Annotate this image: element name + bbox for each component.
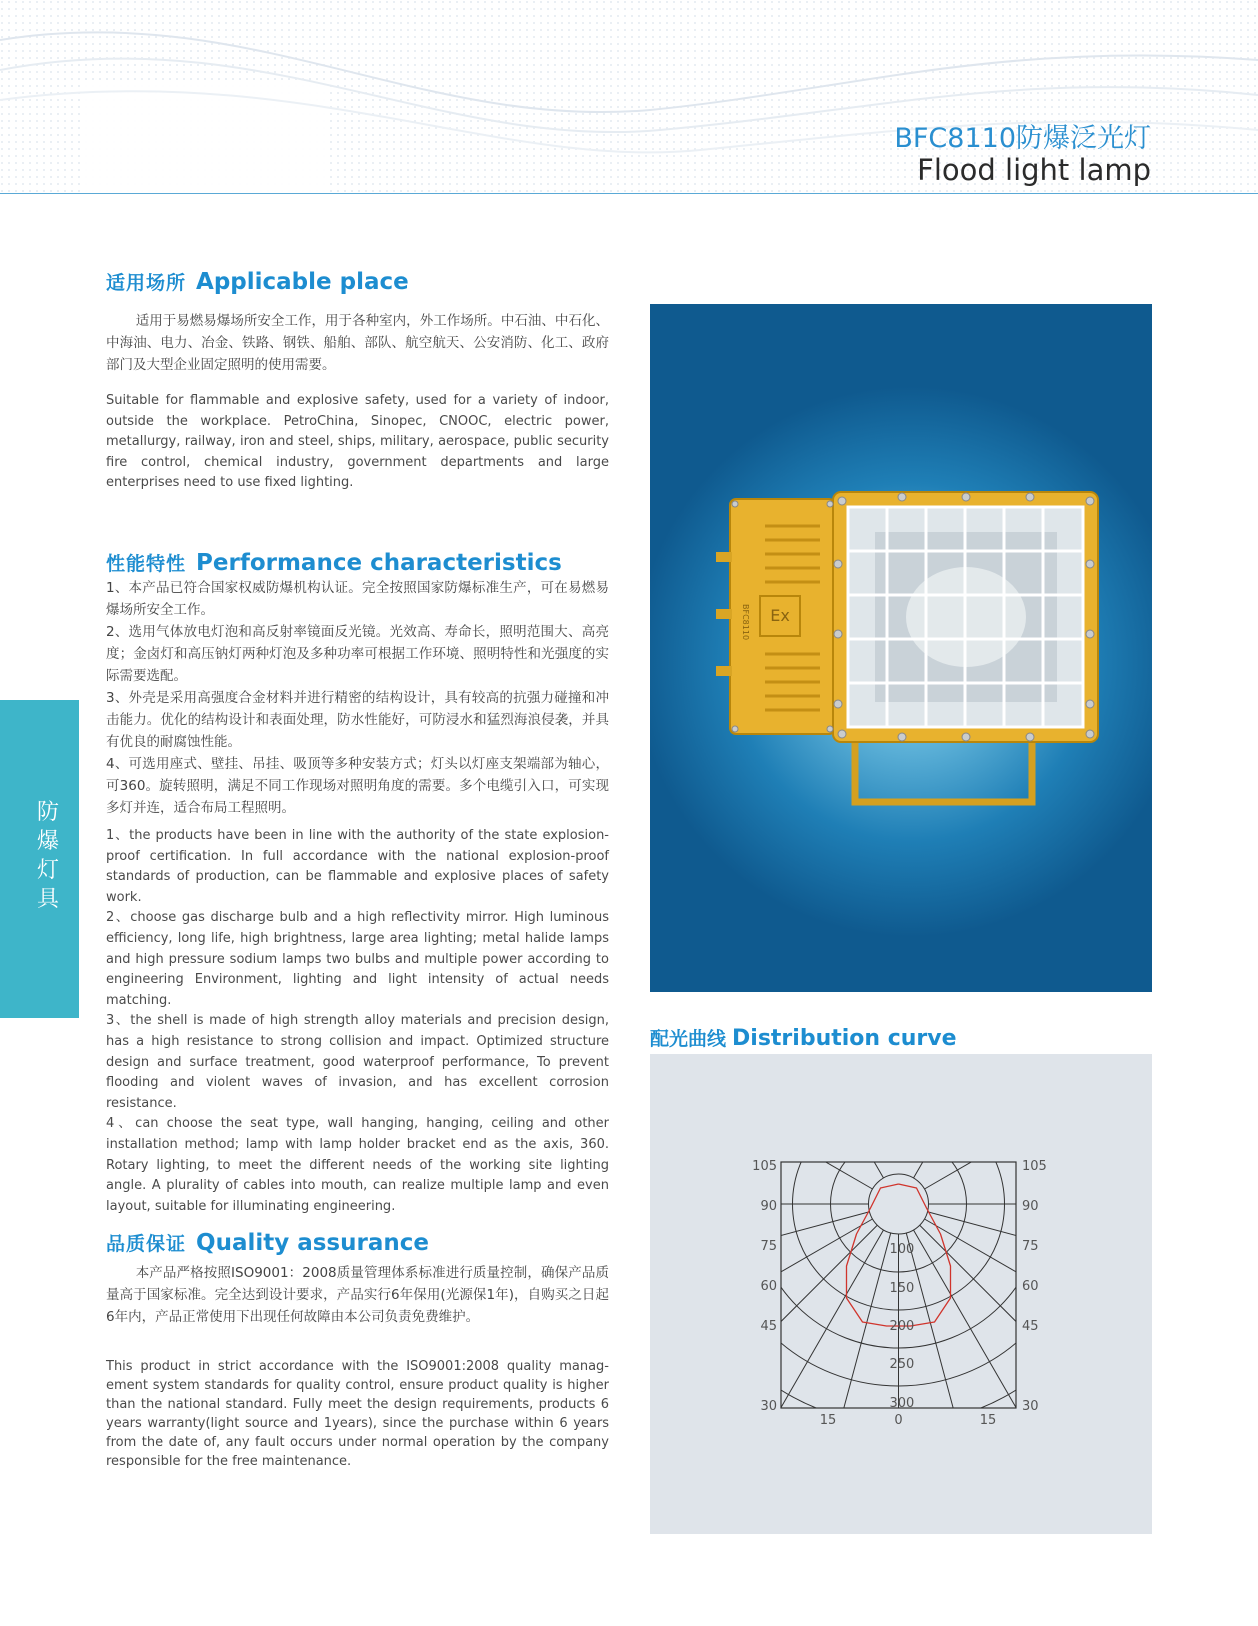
performance-heading-cn: 性能特性 bbox=[106, 553, 187, 575]
performance-item-en: 3、the shell is made of high strength alloy materials and precision design, has a high resistance to strong collision and impact. Optimized structure design and surface treatment, good waterproof performance, To prevent flooding and violent waves of invasion, and has excellent corrosion resistance. bbox=[106, 1013, 609, 1111]
applicable-heading-en: Applicable place bbox=[196, 269, 409, 295]
angle-label-left: 45 bbox=[760, 1319, 777, 1334]
performance-heading bbox=[106, 549, 562, 576]
distribution-panel bbox=[650, 1054, 1152, 1534]
angle-label-left: 30 bbox=[760, 1399, 777, 1414]
quality-text-cn: 本产品严格按照ISO9001：2008质量管理体系标准进行质量控制，确保产品质量高于国家标准。完全达到设计要求，产品实行6年保用(光源保1年)，自购买之日起6年内，产品正常使用下出现任何故障由本公司负责免费维护。 bbox=[106, 1265, 609, 1325]
polar-spoke bbox=[914, 1054, 999, 1178]
performance-item-cn: 3、外壳是采用高强度合金材料并进行精密的结构设计，具有较高的抗强力碰撞和冲击能力。优化的结构设计和表面处理，防水性能好，可防浸水和猛烈海浪侵袭，并具有优良的耐腐蚀性能。 bbox=[106, 690, 609, 750]
quality-heading bbox=[106, 1229, 429, 1256]
polar-spoke bbox=[725, 1104, 872, 1189]
polar-spoke bbox=[927, 1212, 1152, 1308]
distribution-heading-en: Distribution curve bbox=[732, 1026, 957, 1051]
flood-light-illustration bbox=[650, 304, 1152, 992]
bottom-angle-label: 15 bbox=[819, 1413, 837, 1428]
polar-spoke bbox=[650, 1225, 877, 1487]
polar-spoke bbox=[699, 1230, 884, 1534]
applicable-text-en: Suitable for flammable and explosive safety, used for a variety of indoor, outside the workplace. PetroChina, Sinopec, CNOOC, electric power, metallurgy, railway, iron and steel, ships, military, aerospace, public security fire control, chemical industry, government departments and large enterprises need to use fixed lighting. bbox=[106, 393, 609, 491]
polar-spoke bbox=[906, 1233, 1002, 1534]
side-tab-char: 防 bbox=[36, 800, 59, 825]
polar-spoke bbox=[914, 1230, 1099, 1534]
quality-text-en: This product in strict accordance with the ISO9001:2008 quality manag-ement system standards for quality control, ensure product quality is higher than the national standard. Fully meet the design requirements, products 6 years warranty(light source and 1years), since the purchase within 6 years from the date of, any fault occurs under normal operation by the company responsible for the free maintenance. bbox=[106, 1359, 609, 1469]
angle-label-right: 75 bbox=[1022, 1239, 1039, 1254]
polar-spoke bbox=[920, 1225, 1152, 1487]
performance-item-en: 4、can choose the seat type, wall hanging, hanging, ceiling and other installation method; lamp with lamp holder bracket end as the axis, 360. Rotary lighting, to meet the different needs of the working site lighting angle. A plurality of cables into mouth, can realize multiple lamp and even layout, suitable for illuminating engineering. bbox=[106, 1116, 609, 1214]
angle-label-right: 30 bbox=[1022, 1399, 1039, 1414]
angle-label-left: 90 bbox=[760, 1199, 777, 1214]
performance-item-cn: 2、选用气体放电灯泡和高反射率镜面反光镜。光效高、寿命长，照明范围大、高亮度；金卤灯和高压钠灯两种灯泡及多种功率可根据工作环境、照明特性和光强度的实际需要选配。 bbox=[106, 624, 609, 684]
angle-label-right: 60 bbox=[1022, 1279, 1039, 1294]
performance-list-en bbox=[106, 826, 609, 1217]
distribution-heading-cn: 配光曲线 bbox=[650, 1028, 727, 1050]
intensity-label: 250 bbox=[889, 1357, 915, 1372]
polar-spoke bbox=[795, 1233, 891, 1534]
side-tab-char: 具 bbox=[36, 887, 59, 912]
polar-spoke bbox=[799, 1054, 884, 1178]
bottom-angle-label: 0 bbox=[894, 1413, 903, 1428]
product-title-cn: BFC8110防爆泛光灯 bbox=[894, 123, 1151, 154]
lamp-side-text: BFC8110 bbox=[741, 604, 750, 641]
quality-heading-cn: 品质保证 bbox=[106, 1233, 187, 1255]
angle-label-right: 90 bbox=[1022, 1199, 1039, 1214]
angle-label-right: 45 bbox=[1022, 1319, 1039, 1334]
performance-heading-en: Performance characteristics bbox=[196, 550, 562, 576]
intensity-label: 100 bbox=[889, 1242, 915, 1257]
angle-label-left: 75 bbox=[760, 1239, 777, 1254]
intensity-label: 300 bbox=[889, 1396, 915, 1411]
side-tab-char: 爆 bbox=[36, 829, 59, 854]
polar-spoke bbox=[924, 1104, 1071, 1189]
applicable-text-cn: 适用于易燃易爆场所安全工作，用于各种室内，外工作场所。中石油、中石化、中海油、电力、冶金、铁路、钢铁、船舶、部队、航空航天、公安消防、化工、政府部门及大型企业固定照明的使用需要。 bbox=[106, 313, 609, 373]
category-side-tab bbox=[0, 700, 79, 1018]
distribution-heading bbox=[650, 1024, 957, 1051]
performance-item-en: 1、the products have been in line with the authority of the state explosion-proof certification. In full accordance with the national explosion-proof standards of production, can be flammable and explosive places of safety work. bbox=[106, 828, 609, 905]
applicable-heading-cn: 适用场所 bbox=[106, 272, 187, 294]
performance-item-cn: 1、本产品已符合国家权威防爆机构认证。完全按照国家防爆标准生产，可在易燃易爆场所安全工作。 bbox=[106, 580, 609, 618]
performance-list-cn bbox=[106, 577, 609, 819]
angle-label-left: 60 bbox=[760, 1279, 777, 1294]
angle-label-left: 105 bbox=[752, 1159, 777, 1174]
performance-item-en: 2、choose gas discharge bulb and a high reflectivity mirror. High luminous efficiency, long life, high brightness, large area lighting; metal halide lamps and high pressure sodium lamps two bulbs and multiple power according to engineering Environment, lighting and light intensity of actual needs matching. bbox=[106, 910, 609, 1008]
angle-label-right: 105 bbox=[1022, 1159, 1047, 1174]
polar-ring bbox=[869, 1174, 929, 1234]
lamp-ex-label: Ex bbox=[770, 606, 790, 625]
intensity-label: 150 bbox=[889, 1281, 915, 1296]
intensity-label: 200 bbox=[889, 1319, 915, 1334]
side-tab-char: 灯 bbox=[36, 858, 59, 883]
applicable-heading bbox=[106, 268, 409, 295]
product-title-en: Flood light lamp bbox=[917, 153, 1151, 187]
quality-heading-en: Quality assurance bbox=[196, 1230, 429, 1256]
polar-distribution-chart bbox=[650, 1054, 1152, 1534]
bottom-angle-label: 15 bbox=[979, 1413, 997, 1428]
product-photo bbox=[650, 304, 1152, 992]
header-rule bbox=[0, 193, 1258, 194]
performance-item-cn: 4、可选用座式、壁挂、吊挂、吸顶等多种安装方式；灯头以灯座支架端部为轴心，可360。旋转照明，满足不同工作现场对照明角度的需要。多个电缆引入口，可实现多灯并连，适合布局工程照明。 bbox=[106, 756, 609, 816]
